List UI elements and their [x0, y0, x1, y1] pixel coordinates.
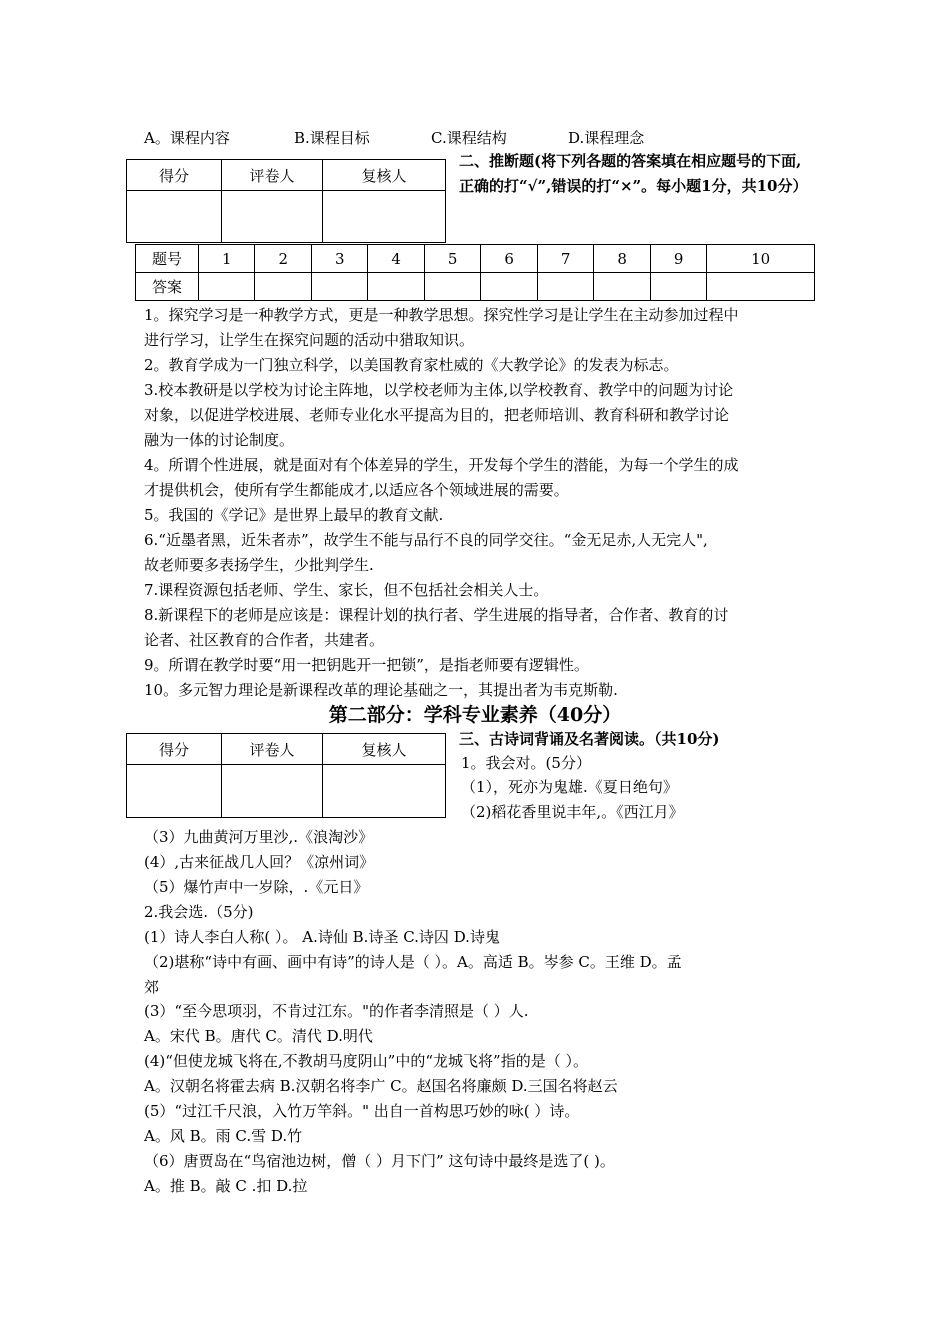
judge-line: 融为一体的讨论制度。 — [144, 431, 295, 449]
judge-line: 对象，以促进学校进展、老师专业化水平提高为目的，把老师培训、教育科研和教学讨论 — [144, 406, 730, 424]
number-cell: 6 — [481, 245, 537, 273]
question-line: A。汉朝名将霍去病 B.汉朝名将李广 C。赵国名将廉颇 D.三国名将赵云 — [144, 1077, 618, 1095]
answer-cell — [255, 273, 311, 301]
judge-line: 2。教育学成为一门独立科学，以美国教育家杜威的《大教学论》的发表为标志。 — [144, 356, 679, 374]
option-a: A。课程内容 — [144, 129, 230, 147]
number-cell: 1 — [199, 245, 255, 273]
answer-cell — [424, 273, 480, 301]
number-label: 题号 — [136, 245, 199, 273]
question-line: (3）“至今思项羽，不肯过江东。"的作者李清照是（ ）人. — [144, 1002, 529, 1020]
question-line: (4)“但使龙城飞将在,不教胡马度阴山”中的“龙城飞将”指的是（ ）。 — [144, 1052, 588, 1070]
answer-cell — [199, 273, 255, 301]
answer-label: 答案 — [136, 273, 199, 301]
answer-cell — [594, 273, 650, 301]
section2-heading: 二、推断题(将下列各题的答案填在相应题号的下面,正确的打“√”,错误的打“×”。每小题1分，共10分） — [459, 152, 808, 195]
score-cell — [127, 765, 222, 818]
number-cell: 10 — [707, 245, 815, 273]
section3-line: 1。我会对。(5分） — [461, 754, 591, 772]
question-line: （6）唐贾岛在“鸟宿池边树，僧（ ）月下门” 这句诗中最终是选了( )。 — [144, 1152, 615, 1170]
number-cell: 5 — [424, 245, 480, 273]
option-d: D.课程理念 — [568, 129, 645, 147]
grader-cell — [222, 191, 323, 243]
question-line: 郊 — [144, 978, 160, 996]
section3-line: （2)稻花香里说丰年,。《西江月》 — [461, 803, 684, 821]
judge-line: 才提供机会，使所有学生都能成才,以适应各个领域进展的需要。 — [144, 481, 569, 499]
judge-line: 10。多元智力理论是新课程改革的理论基础之一，其提出者为韦克斯勒. — [144, 681, 618, 699]
judge-line: 故老师要多表扬学生，少批判学生. — [144, 556, 374, 574]
answer-cell — [537, 273, 593, 301]
answer-cell — [368, 273, 424, 301]
number-cell: 9 — [650, 245, 706, 273]
number-cell: 2 — [255, 245, 311, 273]
answer-table — [135, 244, 815, 301]
reviewer-cell — [323, 765, 446, 818]
question-line: A。风 B。雨 C.雪 D.竹 — [144, 1127, 303, 1145]
answer-cell — [707, 273, 815, 301]
question-line: A。宋代 B。唐代 C。清代 D.明代 — [144, 1027, 373, 1045]
judge-line: 进行学习，让学生在探究问题的活动中猎取知识。 — [144, 331, 475, 349]
question-line: （2)堪称“诗中有画、画中有诗”的诗人是（ ）。A。高适 B。岑参 C。王维 D。孟 — [144, 953, 682, 971]
grader-cell — [222, 765, 323, 818]
section3-heading: 三、古诗词背诵及名著阅读。（共10分) — [459, 730, 720, 748]
score-header: 得分 — [127, 734, 222, 765]
judge-line: 6.“近墨者黑，近朱者赤”，故学生不能与品行不良的同学交往。“金无足赤,人无完人", — [144, 531, 708, 549]
number-cell: 7 — [537, 245, 593, 273]
grader-header: 评卷人 — [222, 734, 323, 765]
answer-cell — [481, 273, 537, 301]
judge-line: 8.新课程下的老师是应该是：课程计划的执行者、学生进展的指导者，合作者、教育的讨 — [144, 606, 729, 624]
judge-line: 9。所谓在教学时要“用一把钥匙开一把锁”，是指老师要有逻辑性。 — [144, 656, 589, 674]
question-line: (5）“过江千尺浪，入竹万竿斜。" 出自一首构思巧妙的咏( ）诗。 — [144, 1102, 580, 1120]
answer-cell — [311, 273, 367, 301]
score-table-1 — [126, 159, 446, 243]
judge-line: 7.课程资源包括老师、学生、家长，但不包括社会相关人士。 — [144, 581, 549, 599]
judge-line: 论者、社区教育的合作者，共建者。 — [144, 631, 385, 649]
judge-line: 3.校本教研是以学校为讨论主阵地，以学校老师为主体,以学校教育、教学中的问题为讨论 — [144, 381, 734, 399]
option-c: C.课程结构 — [431, 129, 507, 147]
number-cell: 4 — [368, 245, 424, 273]
score-header: 得分 — [127, 160, 222, 191]
poem-line: （5）爆竹声中一岁除，.《元日》 — [144, 878, 369, 896]
reviewer-header: 复核人 — [323, 734, 446, 765]
option-b: B.课程目标 — [294, 129, 370, 147]
poem-line: (4）,古来征战几人回？《凉州词》 — [144, 853, 375, 871]
judge-line: 5。我国的《学记》是世界上最早的教育文献. — [144, 506, 444, 524]
question-line: A。推 B。敲 C .扣 D.拉 — [144, 1177, 308, 1195]
number-cell: 3 — [311, 245, 367, 273]
section3-line: （1），死亦为鬼雄.《夏日绝句》 — [461, 778, 678, 796]
poem-line: （3）九曲黄河万里沙,.《浪淘沙》 — [144, 828, 374, 846]
score-table-2 — [126, 733, 446, 818]
judge-line: 4。所谓个性进展，就是面对有个体差异的学生，开发每个学生的潜能，为每一个学生的成 — [144, 456, 739, 474]
reviewer-header: 复核人 — [323, 160, 446, 191]
grader-header: 评卷人 — [222, 160, 323, 191]
part2-title: 第二部分：学科专业素养（40分） — [328, 704, 622, 726]
score-cell — [127, 191, 222, 243]
answer-cell — [650, 273, 706, 301]
judge-line: 1。探究学习是一种教学方式，更是一种教学思想。探究性学习是让学生在主动参加过程中 — [144, 306, 739, 324]
question-line: 2.我会选.（5分) — [144, 903, 254, 921]
reviewer-cell — [323, 191, 446, 243]
question-line: (1）诗人李白人称( ）。 A.诗仙 B.诗圣 C.诗囚 D.诗鬼 — [144, 928, 500, 946]
number-cell: 8 — [594, 245, 650, 273]
